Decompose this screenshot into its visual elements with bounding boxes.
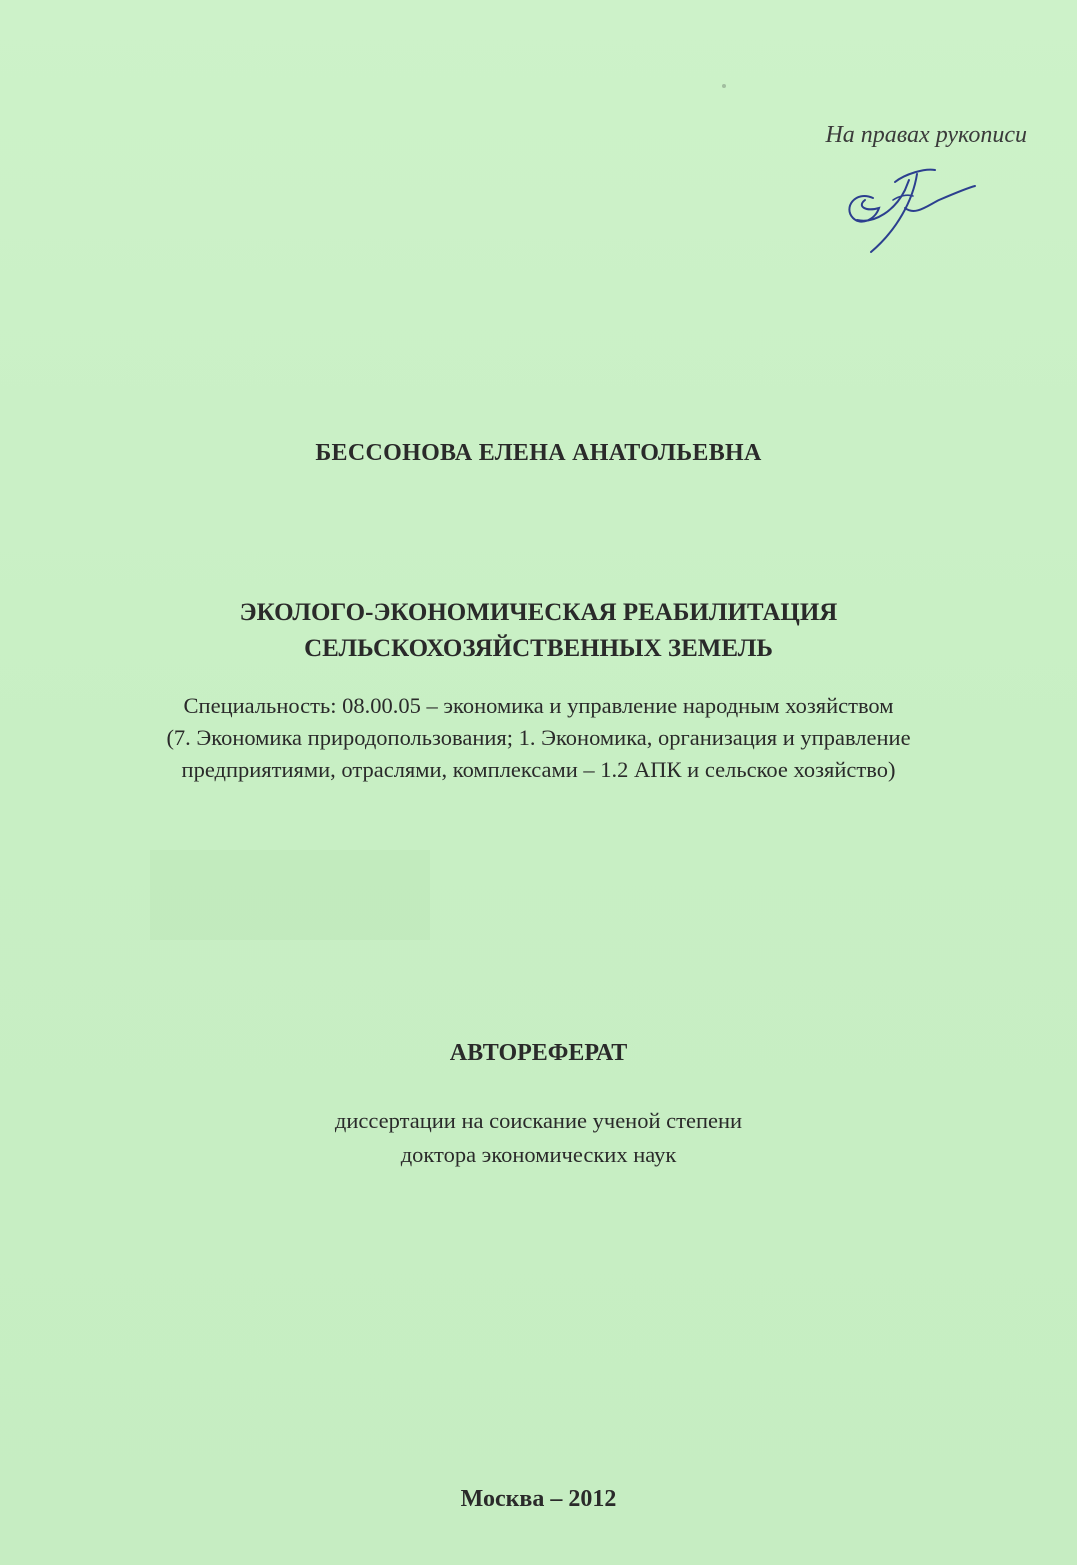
document-type: АВТОРЕФЕРАТ <box>449 1040 628 1066</box>
specialty-line-1: Специальность: 08.00.05 – экономика и управление народным хозяйством <box>183 693 894 718</box>
paper-speck <box>722 84 726 88</box>
paper-stain <box>150 850 430 940</box>
specialty-line-2: (7. Экономика природопользования; 1. Экономика, организация и управление <box>166 725 911 750</box>
title-line-2: СЕЛЬСКОХОЗЯЙСТВЕННЫХ ЗЕМЕЛЬ <box>304 635 773 662</box>
author-name: БЕССОНОВА ЕЛЕНА АНАТОЛЬЕВНА <box>315 440 762 466</box>
specialty-block <box>0 690 1077 786</box>
manuscript-note: На правах рукописи <box>825 122 1027 148</box>
handwritten-signature <box>835 160 985 260</box>
dissertation-title <box>0 595 1077 667</box>
place-and-year: Москва – 2012 <box>460 1486 617 1512</box>
title-line-1: ЭКОЛОГО-ЭКОНОМИЧЕСКАЯ РЕАБИЛИТАЦИЯ <box>239 599 838 626</box>
degree-description <box>0 1104 1077 1172</box>
description-line-1: диссертации на соискание ученой степени <box>334 1108 743 1133</box>
description-line-2: доктора экономических наук <box>400 1142 677 1167</box>
specialty-line-3: предприятиями, отраслями, комплексами – 1.2 АПК и сельское хозяйство) <box>181 757 896 782</box>
